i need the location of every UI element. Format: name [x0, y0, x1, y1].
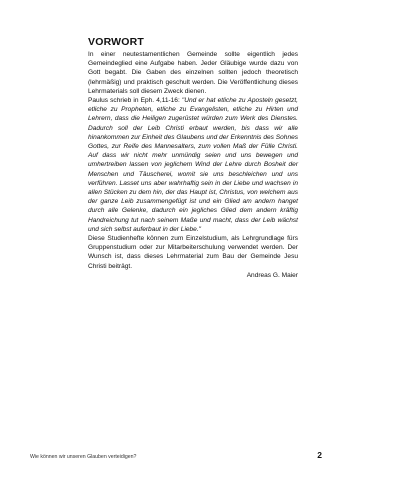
quote-paragraph	[88, 96, 298, 234]
page-title: VORWORT	[88, 36, 145, 48]
footer-title: Wie können wir unseren Glauben verteidigen?	[30, 454, 137, 460]
preface-section	[88, 36, 298, 280]
author-signature: Andreas G. Maier	[246, 271, 298, 279]
quote-intro: Paulus schrieb in Eph. 4,11-16:	[88, 97, 182, 105]
page-number: 2	[317, 450, 322, 460]
intro-paragraph: In einer neutestamentlichen Gemeinde sollte eigentlich jedes Gemeindeglied eine Aufgabe haben. Jeder Gläubige wurde dazu von Gott begabt. Die Gaben des einzelnen sollten jedoch theoretisch (lehrmäßig) und praktisch geschult werden. Die Veröffentlichung dieses Lehrmaterials soll diesem Zweck dienen.	[88, 51, 298, 95]
bible-quote: "Und er hat etliche zu Aposteln gesetzt, etliche zu Propheten, etliche zu Evangelisten, etliche zu Hirten und Lehrern, dass die Heiligen zugerüstet würden zum Werk des Dienstes. Dadurch soll der Leib Christi erbaut werden, bis dass wir alle hinankommen zur Einheit des Glaubens und der Erkenntnis des Sohnes Gottes, zur Reife des Mannesalters, zum vollen Maß der Fülle Christi. Auf dass wir nicht mehr unmündig seien und uns bewegen und umhertreiben lassen von jeglichem Wind der Lehre durch Bosheit der Menschen und Täuscherei, womit sie uns beschleichen und uns verführen. Lasset uns aber wahrhaftig sein in der Liebe und wachsen in allen Stücken zu dem hin, der das Haupt ist, Christus, von welchem aus der ganze Leib zusammengefügt ist und ein Glied am andern hanget durch alle Gelenke, dadurch ein jegliches Glied dem andern kräftig Handreichung tut nach seinem Maße und macht, dass der Leib wächst und sich selbst auferbaut in der Liebe."	[88, 97, 299, 233]
usage-paragraph: Diese Studienhefte können zum Einzelstudium, als Lehrgrundlage fürs Gruppenstudium oder zur Mitarbeiterschulung verwendet werden. Der Wunsch ist, dass dieses Lehrmaterial zum Bau der Gemeinde Jesu Christi beiträgt.	[88, 235, 298, 270]
page-footer	[30, 448, 322, 460]
body-text	[88, 50, 298, 271]
